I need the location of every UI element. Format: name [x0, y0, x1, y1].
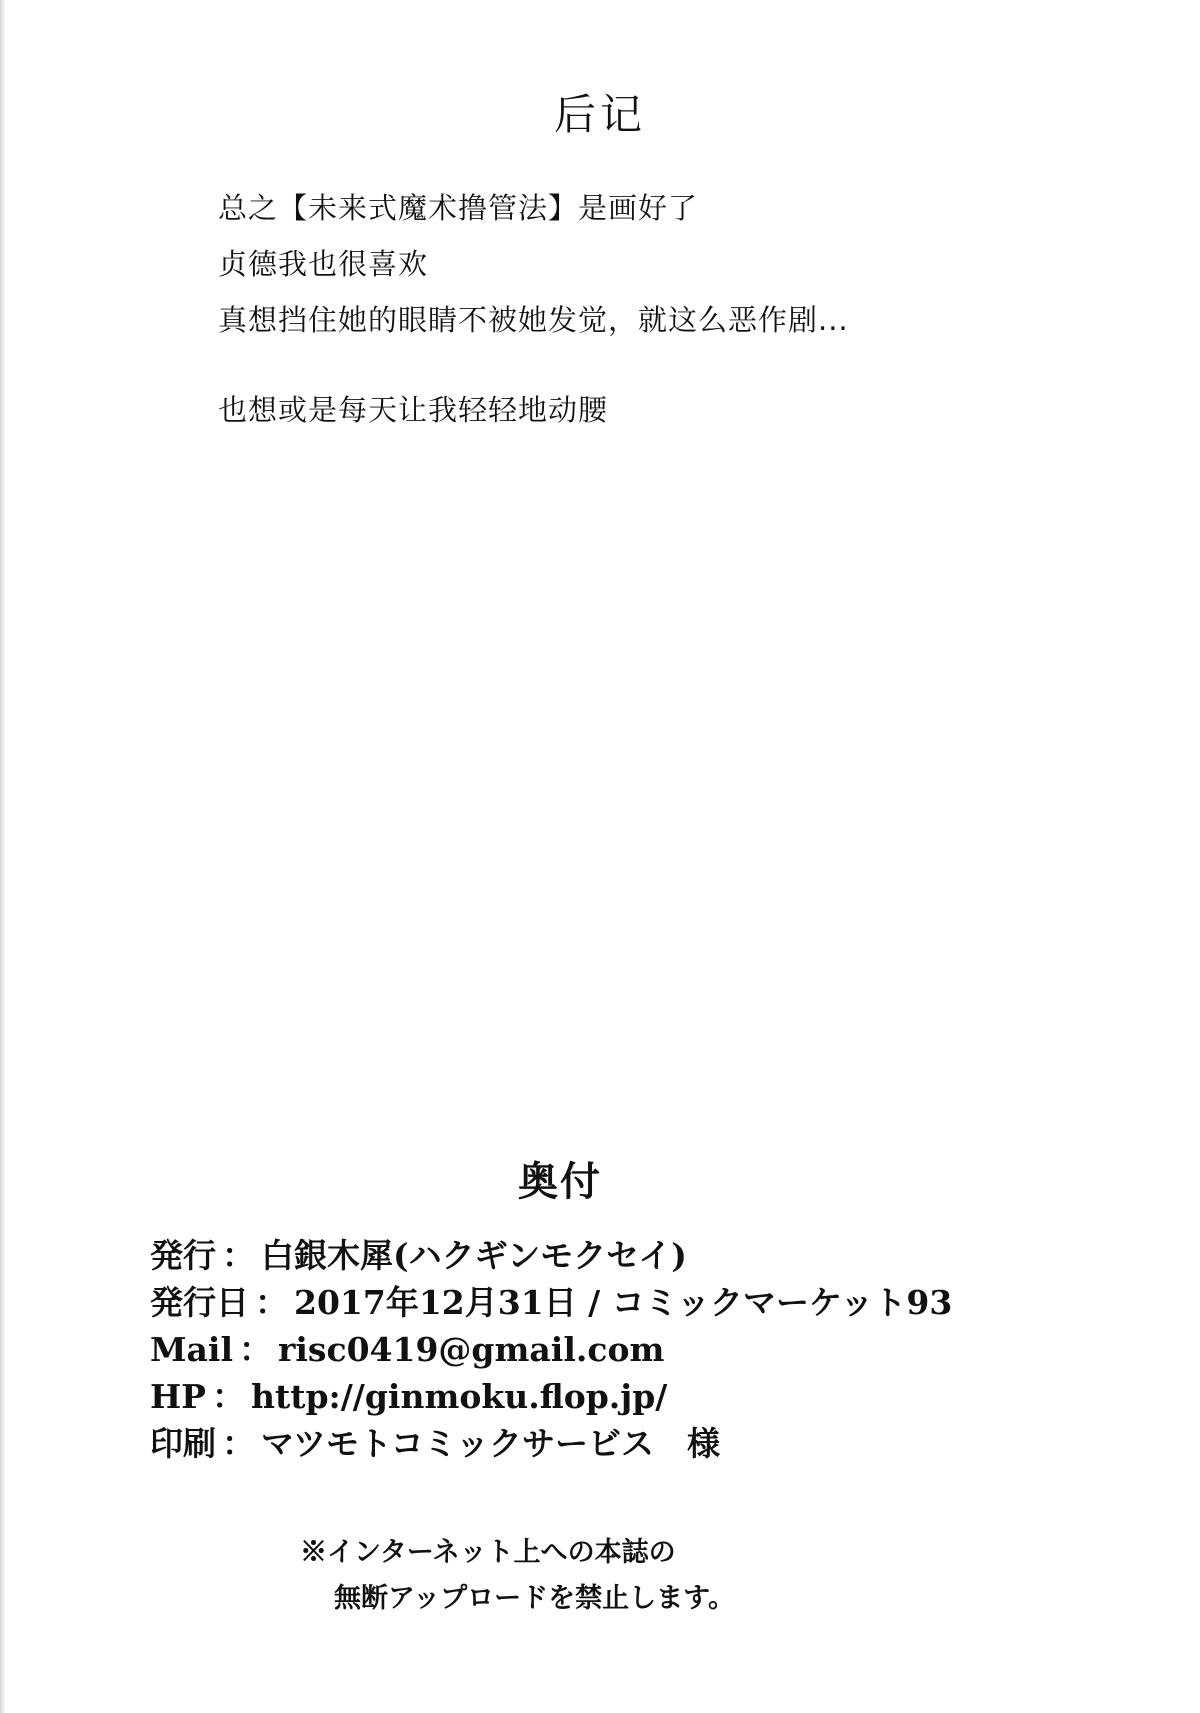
- colophon-mail-row: [150, 1326, 1150, 1373]
- colophon-printing-row: [150, 1420, 1150, 1467]
- colophon-value: 2017年12月31日 / コミックマーケット93: [294, 1283, 953, 1322]
- colophon-value: 白銀木犀(ハクギンモクセイ): [261, 1236, 687, 1275]
- colophon-label: 発行: [150, 1236, 216, 1275]
- notice-line: 無断アップロードを禁止します。: [334, 1583, 735, 1614]
- colophon-separator: ：: [222, 1424, 255, 1463]
- afterword-line: 也想或是每天让我轻轻地动腰: [218, 393, 609, 427]
- afterword-title: 后记: [553, 90, 646, 139]
- colophon-separator: ：: [222, 1236, 255, 1275]
- colophon-value: マツモトコミックサービス 様: [261, 1424, 721, 1463]
- colophon-label: 印刷: [150, 1424, 216, 1463]
- colophon-details: [150, 1232, 1150, 1467]
- paragraph-gap: [218, 348, 1118, 382]
- colophon-publisher-row: [150, 1232, 1150, 1279]
- colophon-date-row: [150, 1279, 1150, 1326]
- colophon-label: 発行日: [150, 1283, 249, 1322]
- colophon-separator: ：: [238, 1330, 272, 1369]
- afterword-line: 总之【未来式魔术撸管法】是画好了: [218, 191, 699, 225]
- afterword-body: [218, 180, 1118, 438]
- colophon-label: Mail: [150, 1330, 233, 1369]
- colophon-email: risc0419@gmail.com: [277, 1330, 665, 1369]
- notice-line: ※インターネット上への本誌の: [300, 1537, 676, 1568]
- colophon-url: http://ginmoku.flop.jp/: [251, 1377, 668, 1416]
- colophon-title: 奥付: [518, 1158, 602, 1205]
- colophon-separator: ：: [255, 1283, 288, 1322]
- colophon-hp-row: [150, 1373, 1150, 1420]
- upload-prohibition-notice: [300, 1530, 1000, 1622]
- scan-edge-shadow: [0, 0, 6, 1713]
- afterword-line: 贞德我也很喜欢: [218, 247, 429, 281]
- colophon-label: HP: [150, 1377, 206, 1416]
- afterword-line: 真想挡住她的眼睛不被她发觉，就这么恶作剧...: [218, 303, 849, 337]
- colophon-separator: ：: [212, 1377, 245, 1416]
